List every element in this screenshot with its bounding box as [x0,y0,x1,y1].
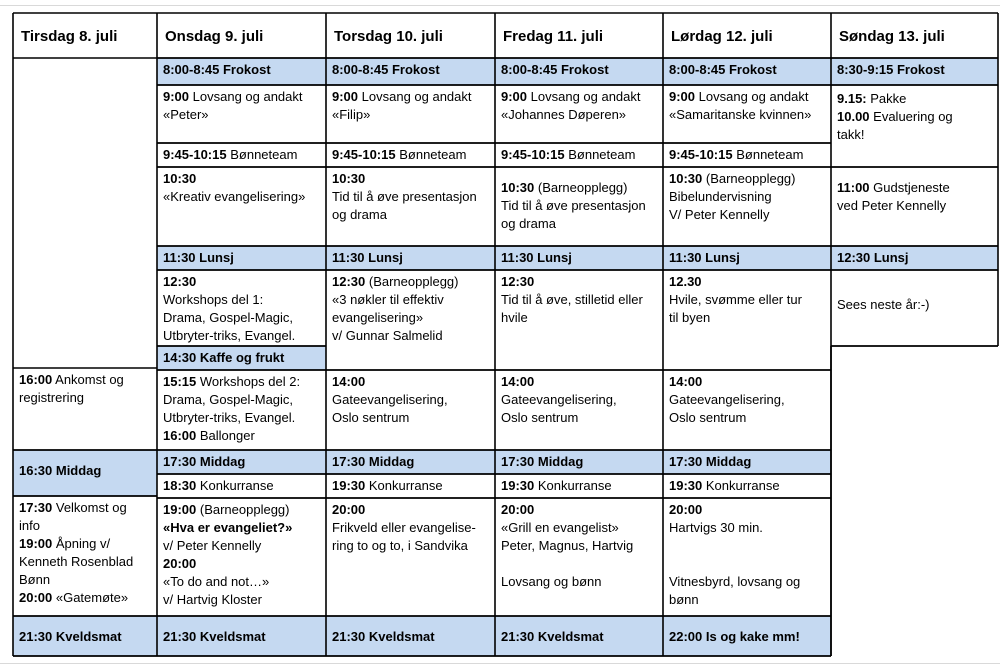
cell-line-text: «Peter» [163,107,209,122]
cell-line-text: Bønn [19,572,51,587]
cell-line-bold: 8:00-8:45 Frokost [669,62,777,77]
cell-line-bold: 9:00 [163,89,190,104]
cell-line-bold: 11:00 [837,180,870,195]
cell-line-text: «Kreativ evangelisering» [163,189,306,204]
cell-line-text: Tid til å øve presentasjon [332,189,477,204]
cell-line-bold: 14:30 Kaffe og frukt [163,350,285,365]
cell-line-text: evangelisering» [332,310,424,325]
cell-line-bold: 12:30 Lunsj [837,250,909,265]
cell-line-bold: 8:00-8:45 Frokost [163,62,271,77]
cell-line-text: v/ Gunnar Salmelid [332,328,443,343]
cell-line-text: bønn [669,592,699,607]
cell-line-bold: 22:00 Is og kake mm! [669,629,800,644]
cell-line-text: og drama [332,207,387,222]
cell-line-bold: 19:00 [163,502,197,517]
cell-line-bold: 12:30 [332,274,366,289]
cell-line-text: Sees neste år:-) [837,297,930,312]
cell-line-bold: 10:30 [669,171,703,186]
cell-line-text: registrering [19,390,85,405]
cell-line-bold: 19:00 [19,536,53,551]
cell-line-text: Lovsang og andakt [189,89,303,104]
cell-line-text: Gudstjeneste [869,180,950,195]
cell-line-bold: 17:30 Middag [332,454,415,469]
cell-line-text: Peter, Magnus, Hartvig [501,538,634,553]
cell-line-text: «Filip» [332,107,371,122]
cell-line-text: v/ Hartvig Kloster [163,592,262,607]
cell-line-bold: 19:30 [669,478,703,493]
cell-line-bold: 20:00 [163,556,197,571]
cell-line-bold: 10:30 [501,180,535,195]
cell-line-bold: 11:30 Lunsj [332,250,403,265]
cell-line-bold: 20:00 [501,502,535,517]
cell-line-text: Lovsang og andakt [695,89,809,104]
cell-line-text: Konkurranse [365,478,443,493]
cell-line-text: Oslo sentrum [501,410,579,425]
cell-line-text: Konkurranse [702,478,780,493]
day-header: Fredag 11. juli [503,28,604,45]
cell-line-bold: 14:00 [501,374,535,389]
cell-line-text: Bibelundervisning [669,189,772,204]
cell-line-bold: 12:30 [501,274,535,289]
cell-line-text: V/ Peter Kennelly [669,207,770,222]
cell-line-bold: 16:30 Middag [19,463,102,478]
cell-line-text: (Barneopplegg) [534,180,628,195]
page-edge [0,663,1000,664]
cell-line-text: Utbryter-triks, Evangel. [163,328,296,343]
cell-line-text: (Barneopplegg) [196,502,290,517]
cell-line-text: Bønneteam [226,147,298,162]
cell-line-text: hvile [501,310,528,325]
cell-line-bold: 11:30 Lunsj [669,250,740,265]
cell-line-text: (Barneopplegg) [702,171,796,186]
cell-line-text: Drama, Gospel-Magic, [163,310,294,325]
cell-line-text: Ballonger [196,428,255,443]
cell-line-text: Konkurranse [196,478,274,493]
cell-line-bold: 11:30 Lunsj [501,250,572,265]
cell-line-text: Bønneteam [564,147,636,162]
cell-line-bold: 9:45-10:15 [669,147,733,162]
cell-line-bold: 17:30 Middag [501,454,584,469]
cell-line-bold: 21:30 Kveldsmat [501,629,604,644]
cell-line-text: ved Peter Kennelly [837,198,947,213]
cell-line-text: «Gatemøte» [52,590,129,605]
cell-line-bold: 20:00 [669,502,703,517]
cell-line-bold: 9:45-10:15 [501,147,565,162]
cell-line-bold: 20:00 [332,502,366,517]
cell-line-text: takk! [837,127,865,142]
cell-line-bold: 14:00 [669,374,703,389]
cell-line-bold: 10.00 [837,109,870,124]
cell-line-bold: 16:00 [163,428,197,443]
cell-line-text: «To do and not…» [163,574,270,589]
cell-line-text: Gateevangelisering, [669,392,785,407]
cell-line-bold: 17:30 Middag [163,454,246,469]
cell-line-bold: 10:30 [332,171,366,186]
cell-line-text: Pakke [866,91,907,106]
cell-line-bold: 14:00 [332,374,366,389]
cell-line-text: Lovsang og andakt [358,89,472,104]
cell-line-text: Workshops del 2: [196,374,301,389]
day-header: Onsdag 9. juli [165,28,264,45]
cell-line-text: Konkurranse [534,478,612,493]
cell-line-bold: 9:00 [332,89,359,104]
cell-line-text: ring to og to, i Sandvika [332,538,468,553]
cell-line-bold: 9:45-10:15 [163,147,227,162]
cell-line-bold: 18:30 [163,478,197,493]
cell-line-text: Oslo sentrum [332,410,410,425]
cell-line-text: Evaluering og [869,109,953,124]
cell-line-text: Oslo sentrum [669,410,747,425]
cell-line-text: Lovsang og andakt [527,89,641,104]
cell-line-bold: 20:00 [19,590,53,605]
cell-line-text: «3 nøkler til effektiv [332,292,444,307]
cell-line-bold: 15:15 [163,374,197,389]
cell-line-text: «Samaritanske kvinnen» [669,107,812,122]
day-header: Søndag 13. juli [839,28,945,45]
cell-line-text: Bønneteam [732,147,804,162]
cell-line-text: Kenneth Rosenblad [19,554,134,569]
cell-line-text: «Johannes Døperen» [501,107,627,122]
page-edge [0,5,1000,6]
cell-line-text: «Grill en evangelist» [501,520,619,535]
cell-line-bold: 8:30-9:15 Frokost [837,62,945,77]
cell-line-bold: 19:30 [332,478,366,493]
cell-line-bold: 11:30 Lunsj [163,250,234,265]
cell-line-text: Frikveld eller evangelise- [332,520,476,535]
cell-line-bold: 8:00-8:45 Frokost [332,62,440,77]
cell-line-text: Gateevangelisering, [501,392,617,407]
cell-line-bold: 9:00 [501,89,528,104]
cell-line-text: Lovsang og bønn [501,574,602,589]
cell-line-bold: 21:30 Kveldsmat [332,629,435,644]
cell-line-text: Ankomst og [52,372,124,387]
cell-line-text: Workshops del 1: [163,292,264,307]
cell-line-bold: 12:30 [163,274,197,289]
cell-line-bold: 21:30 Kveldsmat [19,629,122,644]
cell-line-text: Hvile, svømme eller tur [669,292,802,307]
cell-line-text: og drama [501,216,556,231]
cell-line-text: til byen [669,310,711,325]
cell-line-text: (Barneopplegg) [365,274,459,289]
cell-line-bold: 9:00 [669,89,696,104]
cell-line-text: Utbryter-triks, Evangel. [163,410,296,425]
cell-line-text: Tid til å øve presentasjon [501,198,646,213]
cell-line-text: Åpning v/ [52,536,111,551]
cell-line-text: Bønneteam [395,147,467,162]
day-header: Torsdag 10. juli [334,28,443,45]
cell-line-bold: «Hva er evangeliet?» [163,520,293,535]
cell-line-text: Vitnesbyrd, lovsang og [669,574,801,589]
cell-line-bold: 21:30 Kveldsmat [163,629,266,644]
cell-line-bold: 19:30 [501,478,535,493]
day-header: Lørdag 12. juli [671,28,773,45]
cell-line-bold: 16:00 [19,372,53,387]
cell-line-text: Drama, Gospel-Magic, [163,392,294,407]
cell-line-bold: 17:30 [19,500,53,515]
cell-line-text: v/ Peter Kennelly [163,538,262,553]
cell-line-bold: 17:30 Middag [669,454,752,469]
cell-line-text: Tid til å øve, stilletid eller [501,292,643,307]
cell-line-text: Hartvigs 30 min. [669,520,763,535]
cell-line-bold: 12.30 [669,274,702,289]
cell-line-bold: 9:45-10:15 [332,147,396,162]
cell-line-bold: 9.15: [837,91,867,106]
day-header: Tirsdag 8. juli [21,28,118,45]
cell-line-text: info [19,518,40,533]
cell-line-text: Velkomst og [52,500,127,515]
cell-line-text: Gateevangelisering, [332,392,448,407]
cell-line-bold: 10:30 [163,171,197,186]
cell-line-bold: 8:00-8:45 Frokost [501,62,609,77]
